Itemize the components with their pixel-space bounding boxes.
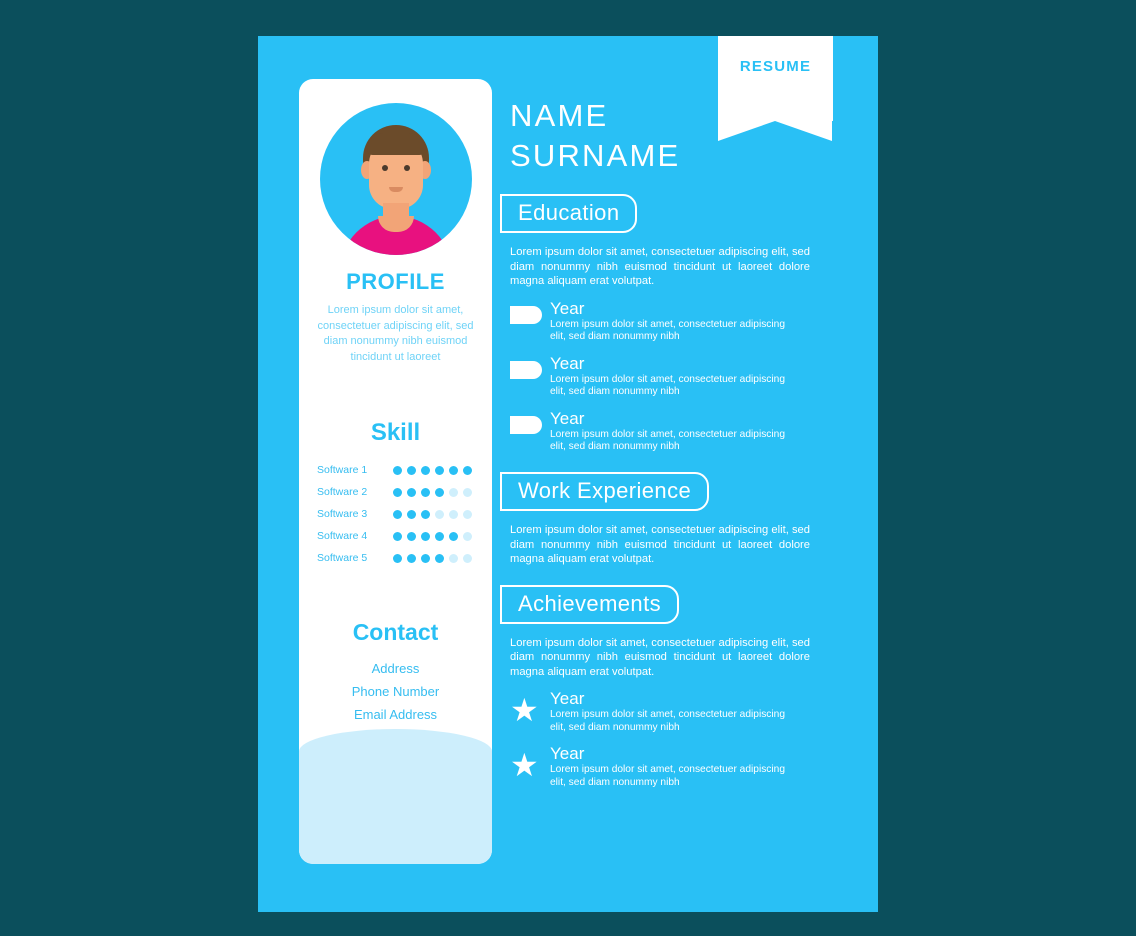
education-entry — [510, 299, 832, 344]
skill-label: Software 2 — [317, 486, 368, 498]
entry-year: Year — [550, 744, 585, 764]
skill-dot — [421, 466, 430, 475]
contact-email[interactable]: Email Address — [353, 707, 438, 722]
skill-rating-dots — [393, 554, 472, 563]
skill-dot — [421, 532, 430, 541]
skill-label: Software 4 — [317, 530, 368, 542]
contact-heading: Contact — [352, 619, 439, 645]
skill-dot — [407, 488, 416, 497]
skill-row — [317, 525, 477, 547]
entry-year: Year — [550, 689, 585, 709]
skill-dot — [435, 554, 444, 563]
resume-page — [258, 36, 878, 912]
skill-dot — [463, 466, 472, 475]
entry-year: Year — [550, 353, 585, 373]
skill-rating-dots — [393, 488, 472, 497]
entry-description: Lorem ipsum dolor sit amet, consectetuer adipiscing elit, sed diam nonummy nibh — [550, 709, 785, 733]
tag-icon — [510, 361, 542, 379]
avatar — [320, 103, 472, 255]
work-intro-text: Lorem ipsum dolor sit amet, consectetuer adipiscing elit, sed diam nonummy nibh euismod tincidunt ut laoreet dolore magna aliquam erat volutpat. — [510, 524, 810, 566]
ribbon-label: RESUME — [739, 58, 812, 75]
skill-dot — [407, 532, 416, 541]
page-title-first-name: NAME — [510, 98, 609, 133]
skill-dot — [407, 510, 416, 519]
tag-icon — [510, 306, 542, 324]
avatar-fringe-icon — [367, 133, 425, 155]
education-intro-text: Lorem ipsum dolor sit amet, consectetuer adipiscing elit, sed diam nonummy nibh euismod tincidunt ut laoreet dolore magna aliquam erat volutpat. — [510, 246, 810, 287]
skill-row — [317, 503, 477, 525]
skill-dot — [393, 488, 402, 497]
skill-dot-empty — [463, 510, 472, 519]
contact-address[interactable]: Address — [371, 661, 420, 676]
education-entry — [510, 409, 832, 454]
entry-description: Lorem ipsum dolor sit amet, consectetuer adipiscing elit, sed diam nonummy nibh — [550, 764, 785, 788]
skill-dot-empty — [463, 532, 472, 541]
contact-phone[interactable]: Phone Number — [351, 684, 440, 699]
skill-dot — [407, 466, 416, 475]
skill-dot — [393, 510, 402, 519]
contact-list — [299, 657, 492, 726]
skill-dot — [449, 532, 458, 541]
skill-dot — [435, 466, 444, 475]
skill-dot-empty — [449, 488, 458, 497]
skill-dot — [393, 532, 402, 541]
right-content-column — [510, 96, 832, 789]
entry-description: Lorem ipsum dolor sit amet, consectetuer adipiscing elit, sed diam nonummy nibh — [550, 318, 785, 343]
profile-heading: PROFILE — [346, 269, 445, 294]
tag-marker — [510, 409, 550, 434]
skill-rating-dots — [393, 466, 472, 475]
skill-dot — [421, 488, 430, 497]
entry-year: Year — [550, 298, 585, 318]
star-marker — [510, 744, 550, 784]
skill-row — [317, 547, 477, 569]
left-sidebar-card — [299, 79, 492, 864]
skill-row — [317, 481, 477, 503]
star-icon: ★ — [510, 747, 539, 784]
skill-label: Software 3 — [317, 508, 368, 520]
skill-dot-empty — [435, 510, 444, 519]
skill-list — [317, 459, 477, 569]
profile-text: Lorem ipsum dolor sit amet, consectetuer adipiscing elit, sed diam nonummy nibh euismod tincidunt ut laoreet — [317, 304, 474, 363]
skill-dot — [393, 554, 402, 563]
skill-dot-empty — [449, 554, 458, 563]
entry-description: Lorem ipsum dolor sit amet, consectetuer adipiscing elit, sed diam nonummy nibh — [550, 373, 785, 398]
tag-marker — [510, 299, 550, 324]
avatar-eye-left-icon — [382, 165, 388, 171]
skill-rating-dots — [393, 510, 472, 519]
skill-dot-empty — [463, 554, 472, 563]
skill-rating-dots — [393, 532, 472, 541]
skill-dot — [435, 488, 444, 497]
skill-heading: Skill — [370, 419, 421, 446]
achievement-entry — [510, 689, 832, 734]
skill-dot — [449, 466, 458, 475]
star-marker — [510, 689, 550, 729]
education-entry — [510, 354, 832, 399]
skill-row — [317, 459, 477, 481]
skill-dot — [407, 554, 416, 563]
skill-dot-empty — [463, 488, 472, 497]
entry-description: Lorem ipsum dolor sit amet, consectetuer adipiscing elit, sed diam nonummy nibh — [550, 428, 785, 453]
achievements-intro-text: Lorem ipsum dolor sit amet, consectetuer adipiscing elit, sed diam nonummy nibh euismod tincidunt ut laoreet dolore magna aliquam erat volutpat. — [510, 636, 810, 678]
section-heading-achievements: Achievements — [500, 585, 679, 624]
section-heading-work-experience: Work Experience — [500, 472, 709, 511]
tag-marker — [510, 354, 550, 379]
card-wave-decoration — [299, 729, 492, 864]
skill-dot-empty — [449, 510, 458, 519]
star-icon: ★ — [510, 692, 539, 729]
page-title-surname: SURNAME — [510, 138, 681, 173]
skill-dot — [421, 554, 430, 563]
avatar-eye-right-icon — [404, 165, 410, 171]
skill-dot — [393, 466, 402, 475]
entry-year: Year — [550, 408, 585, 428]
skill-label: Software 5 — [317, 552, 368, 564]
tag-icon — [510, 416, 542, 434]
skill-dot — [435, 532, 444, 541]
skill-label: Software 1 — [317, 464, 368, 476]
skill-dot — [421, 510, 430, 519]
section-heading-education: Education — [500, 194, 637, 233]
achievement-entry — [510, 744, 832, 789]
